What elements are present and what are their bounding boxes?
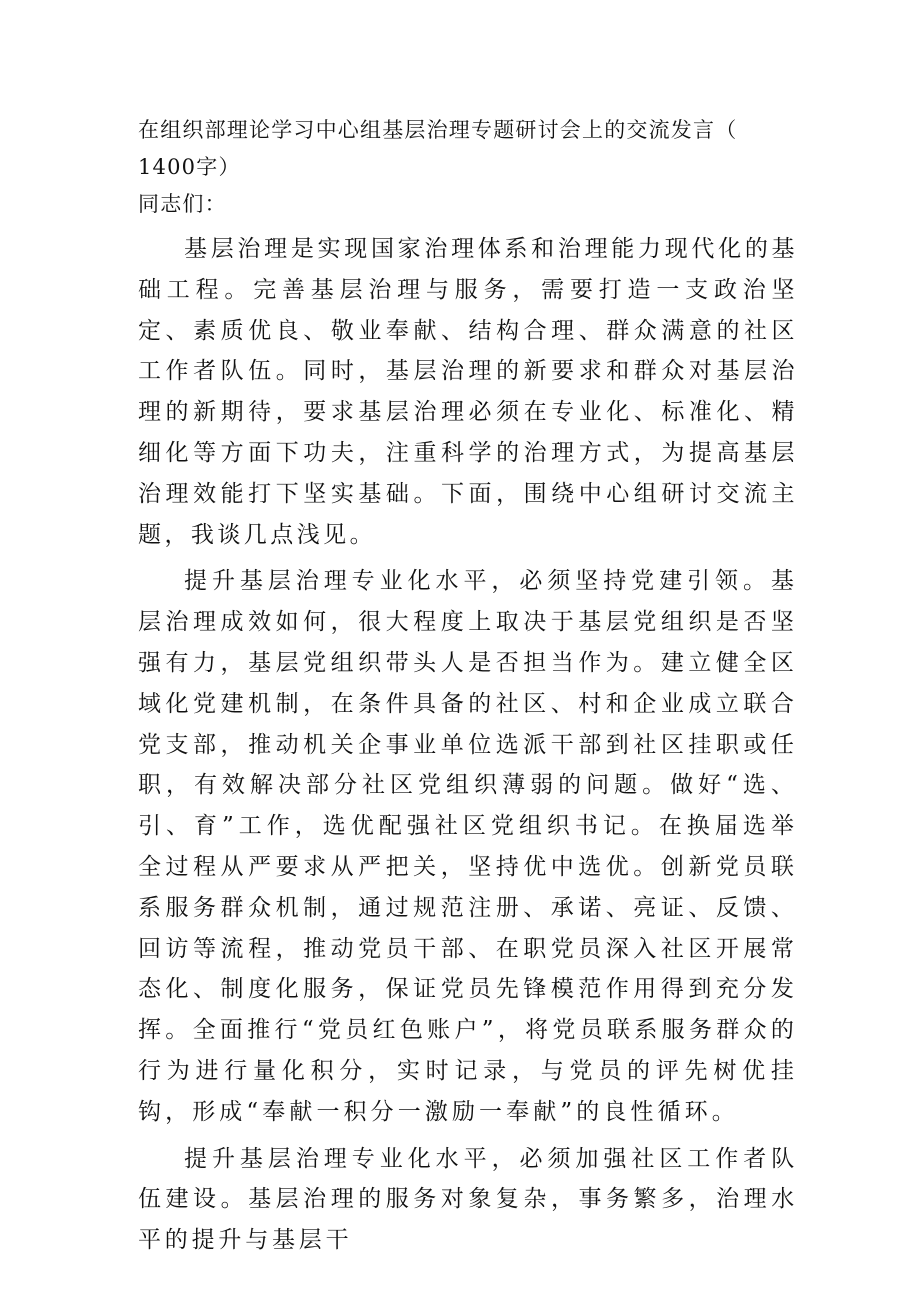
document-title [138, 112, 798, 186]
paragraph-party-building: 提升基层治理专业化水平，必须坚持党建引领。基层治理成效如何，很大程度上取决于基层党组织是否坚强有力，基层党组织带头人是否担当作为。建立健全区域化党建机制，在条件具备的社区、村和企业成立联合党支部，推动机关企事业单位选派干部到社区挂职或任职，有效解决部分社区党组织薄弱的问题。做好“选、引、育”工作，选优配强社区党组织书记。在换届选举全过程从严要求从严把关，坚持优中选优。创新党员联系服务群众机制，通过规范注册、承诺、亮证、反馈、回访等流程，推动党员干部、在职党员深入社区开展常态化、制度化服务，保证党员先锋模范作用得到充分发挥。全面推行“党员红色账户”，将党员联系服务群众的行为进行量化积分，实时记录，与党员的评先树优挂钩，形成“奉献一积分一激励一奉献”的良性循环。 [138, 568, 798, 1125]
salutation: 同志们： [138, 192, 227, 216]
paragraph-workforce: 提升基层治理专业化水平，必须加强社区工作者队伍建设。基层治理的服务对象复杂，事务繁多，治理水平的提升与基层干 [138, 1145, 798, 1254]
title-line-1: 在组织部理论学习中心组基层治理专题研讨会上的交流发言（ [138, 118, 738, 142]
paragraph-intro: 基层治理是实现国家治理体系和治理能力现代化的基础工程。完善基层治理与服务，需要打造一支政治坚定、素质优良、敬业奉献、结构合理、群众满意的社区工作者队伍。同时，基层治理的新要求和群众对基层治理的新期待，要求基层治理必须在专业化、标准化、精细化等方面下功夫，注重科学的治理方式，为提高基层治理效能打下坚实基础。下面，围绕中心组研讨交流主题，我谈几点浅见。 [138, 236, 798, 548]
document-body [138, 112, 798, 1267]
title-line-2: 1400字） [138, 155, 241, 179]
